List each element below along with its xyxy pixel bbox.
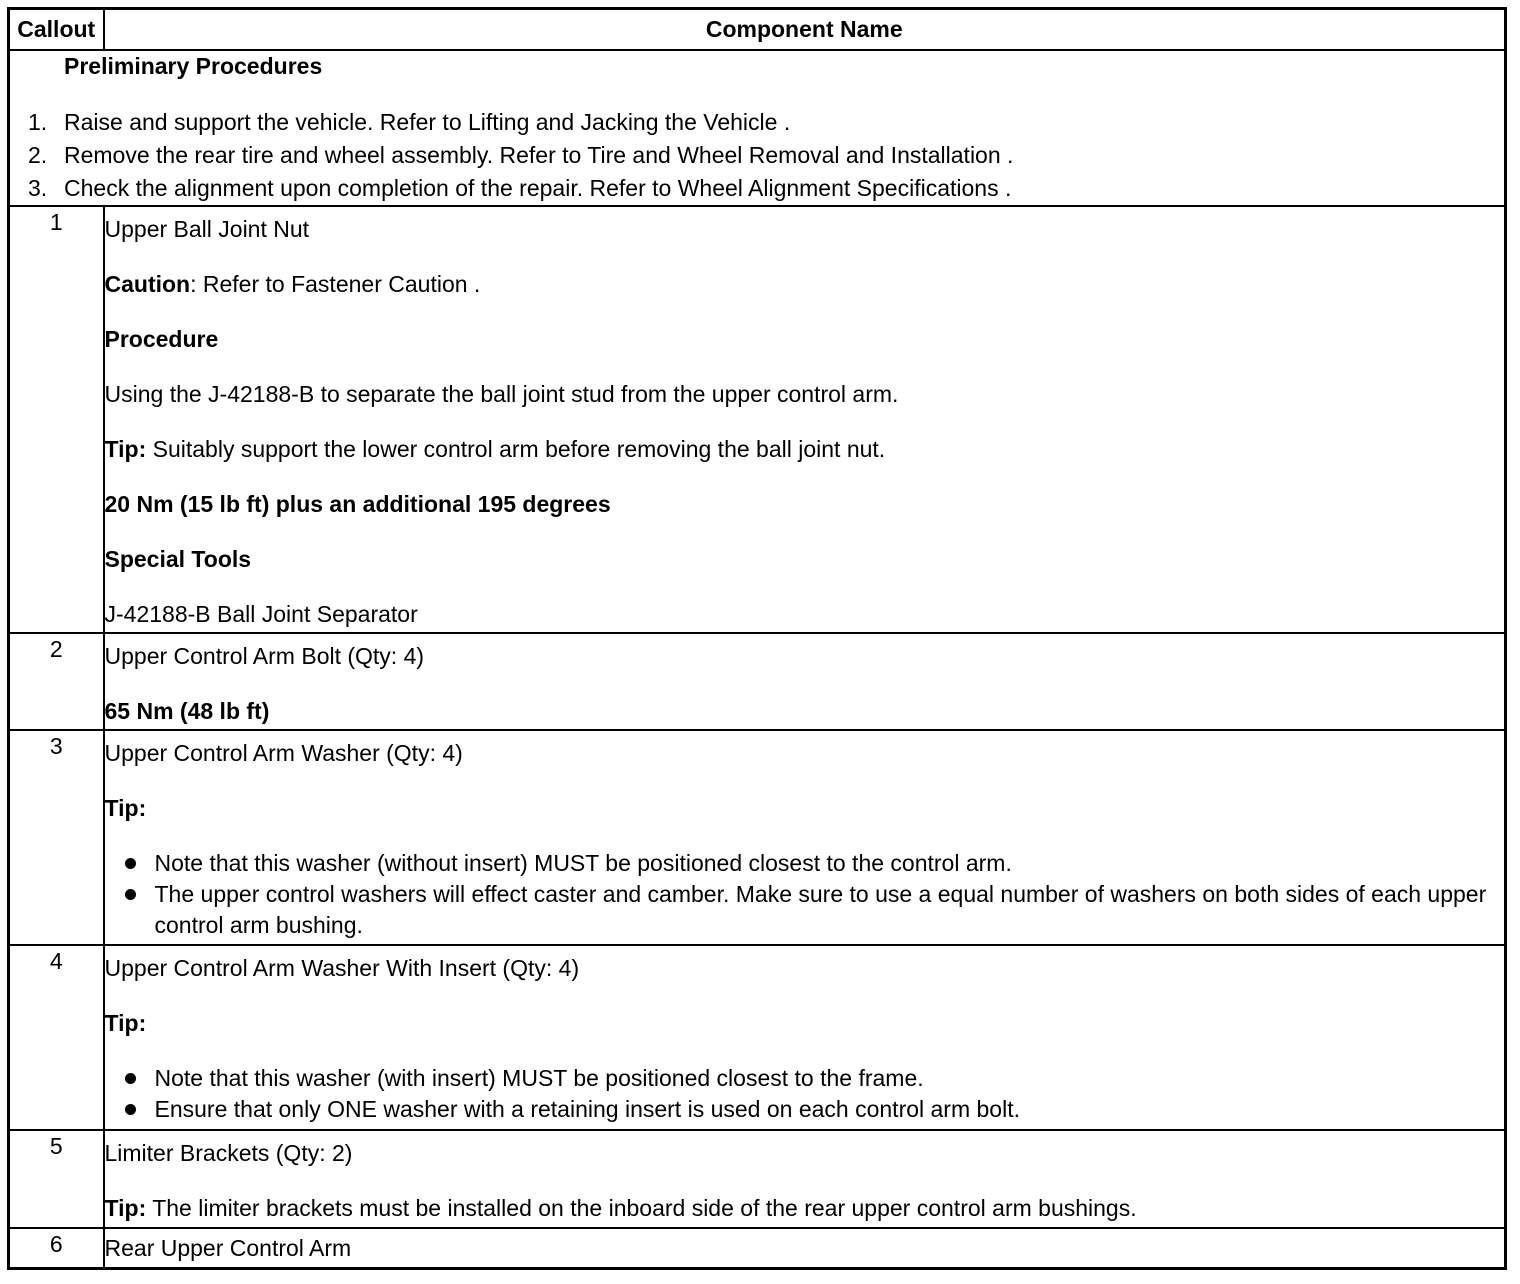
preliminary-heading: Preliminary Procedures <box>64 53 323 79</box>
table-row <box>9 633 1506 730</box>
component-cell <box>104 206 1506 633</box>
special-tools-label: Special Tools <box>104 546 252 572</box>
special-tools-text: J-42188-B Ball Joint Separator <box>104 601 418 627</box>
tip-label: Tip: <box>104 436 147 462</box>
tip-line <box>105 1193 1505 1223</box>
tip-label: Tip: <box>104 1010 147 1036</box>
tip-line <box>105 434 1505 464</box>
header-row <box>9 9 1506 51</box>
tip-text: The limiter brackets must be installed on the inboard side of the rear upper control arm bushings. <box>146 1195 1137 1221</box>
list-item <box>105 879 1505 941</box>
component-cell <box>104 945 1506 1130</box>
component-cell <box>104 1228 1506 1268</box>
component-name: Upper Control Arm Washer With Insert (Qty: 4) <box>104 955 580 981</box>
table-row <box>9 1130 1506 1228</box>
component-name: Upper Control Arm Bolt (Qty: 4) <box>104 643 425 669</box>
table-row <box>9 730 1506 945</box>
component-name: Upper Ball Joint Nut <box>104 216 310 242</box>
bullet-icon <box>125 1104 136 1115</box>
caution-line <box>105 269 1505 299</box>
caution-label: Caution <box>104 271 191 297</box>
list-item <box>105 848 1505 879</box>
callout-cell: 3 <box>9 730 104 945</box>
callout-cell: 6 <box>9 1228 104 1268</box>
list-item <box>105 1063 1505 1094</box>
preliminary-step <box>10 106 1504 139</box>
step-text: Raise and support the vehicle. Refer to Lifting and Jacking the Vehicle . <box>64 109 791 135</box>
preliminary-step <box>10 139 1504 172</box>
tip-list <box>105 848 1505 941</box>
preliminary-procedures <box>9 50 1506 206</box>
component-table <box>7 7 1507 1270</box>
list-item <box>105 1094 1505 1125</box>
table-row <box>9 1228 1506 1268</box>
tip-text: Suitably support the lower control arm before removing the ball joint nut. <box>146 436 886 462</box>
table-row <box>9 206 1506 633</box>
procedure-label: Procedure <box>104 326 219 352</box>
caution-text: : Refer to Fastener Caution . <box>190 271 481 297</box>
step-number: 1. <box>28 109 48 135</box>
step-number: 2. <box>28 142 48 168</box>
component-cell <box>104 1130 1506 1228</box>
tip-label: Tip: <box>104 1195 147 1221</box>
bullet-icon <box>125 889 136 900</box>
bullet-text: Note that this washer (without insert) MUST be positioned closest to the control arm. <box>154 850 1012 876</box>
step-text: Remove the rear tire and wheel assembly. Refer to Tire and Wheel Removal and Installation . <box>64 142 1014 168</box>
procedure-text: Using the J-42188-B to separate the ball joint stud from the upper control arm. <box>104 381 899 407</box>
torque-spec: 65 Nm (48 lb ft) <box>104 698 270 724</box>
callout-header: Callout <box>9 9 104 51</box>
step-number: 3. <box>28 175 48 201</box>
component-name: Rear Upper Control Arm <box>104 1234 352 1261</box>
callout-cell: 5 <box>9 1130 104 1228</box>
bullet-text: Ensure that only ONE washer with a retaining insert is used on each control arm bolt. <box>154 1096 1020 1122</box>
bullet-text: Note that this washer (with insert) MUST be positioned closest to the frame. <box>154 1065 924 1091</box>
component-cell <box>104 633 1506 730</box>
preliminary-row <box>9 50 1506 206</box>
component-cell <box>104 730 1506 945</box>
callout-cell: 1 <box>9 206 104 633</box>
bullet-icon <box>125 858 136 869</box>
step-text: Check the alignment upon completion of the repair. Refer to Wheel Alignment Specifications . <box>64 175 1012 201</box>
bullet-text: The upper control washers will effect caster and camber. Make sure to use a equal number of washers on both sides of each upper control arm bushing. <box>154 881 1487 938</box>
preliminary-step <box>10 172 1504 205</box>
callout-cell: 4 <box>9 945 104 1130</box>
component-name: Limiter Brackets (Qty: 2) <box>104 1140 353 1166</box>
table-row <box>9 945 1506 1130</box>
tip-label: Tip: <box>104 795 147 821</box>
torque-spec: 20 Nm (15 lb ft) plus an additional 195 degrees <box>104 491 611 517</box>
component-name: Upper Control Arm Washer (Qty: 4) <box>104 740 463 766</box>
component-name-header: Component Name <box>104 9 1506 51</box>
tip-list <box>105 1063 1505 1125</box>
callout-cell: 2 <box>9 633 104 730</box>
bullet-icon <box>125 1073 136 1084</box>
